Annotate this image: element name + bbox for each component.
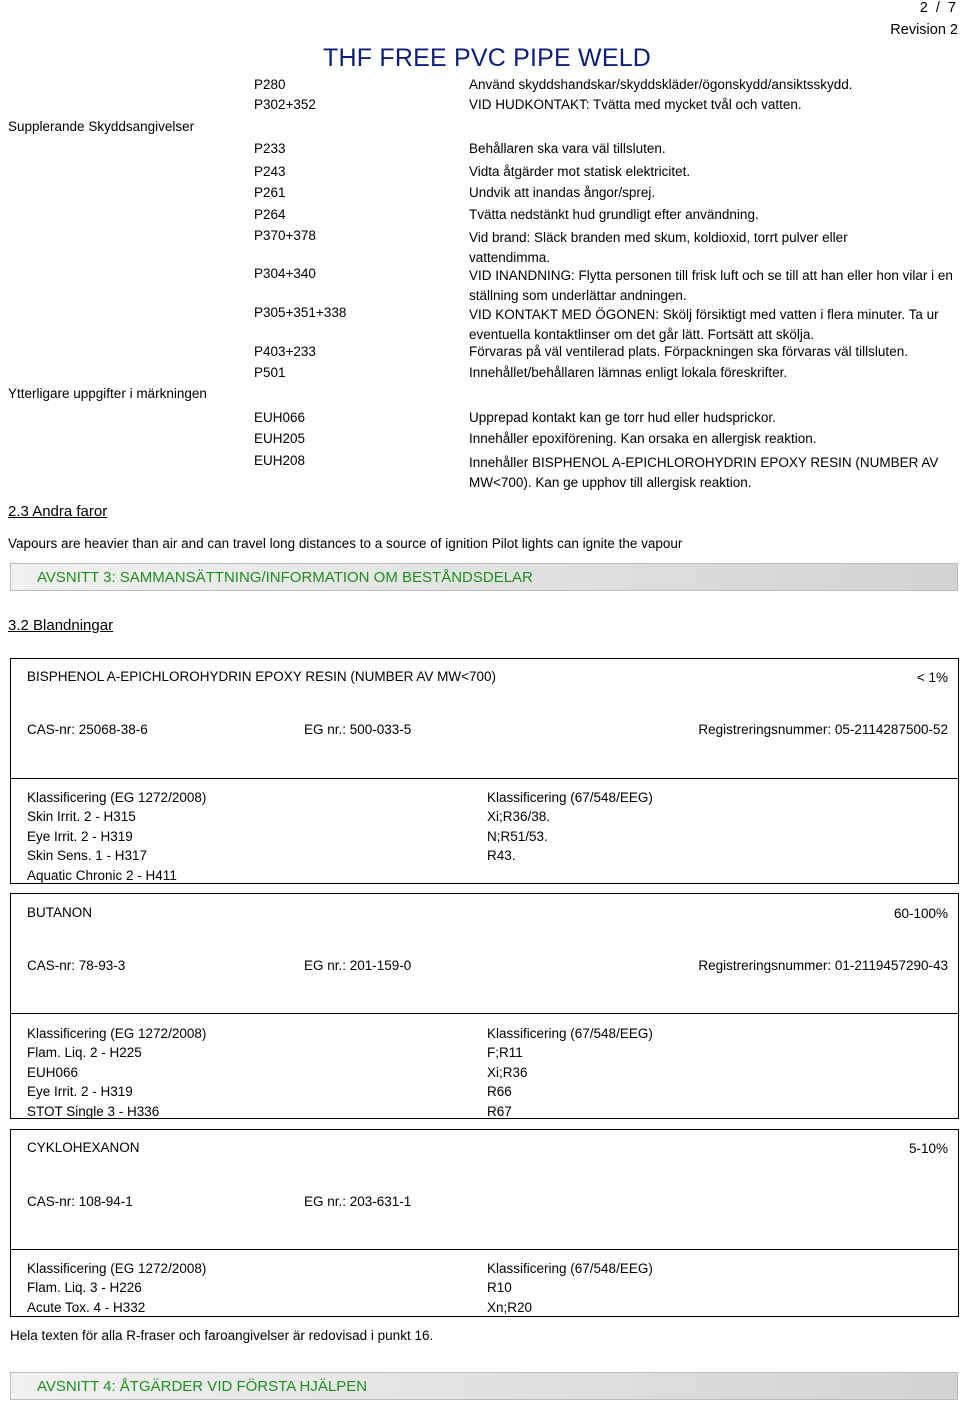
clp-label: Klassificering (EG 1272/2008) <box>27 1261 207 1276</box>
statement-code: P370+378 <box>254 228 316 243</box>
substance-id-box <box>10 1129 959 1250</box>
dsd-classification <box>487 1024 653 1121</box>
substance-id-box <box>10 893 959 1014</box>
statement-code: EUH208 <box>254 453 306 468</box>
statement-code: P264 <box>254 207 286 222</box>
statement-text: Behållaren ska vara väl tillsluten. <box>469 141 666 156</box>
page-separator: / <box>935 0 940 16</box>
ec-number: EG nr.: 500-033-5 <box>304 722 412 737</box>
page-total: 7 <box>947 0 956 16</box>
clp-entry: Aquatic Chronic 2 - H411 <box>27 867 177 883</box>
supplementary-statements-label: Supplerande Skyddsangivelser <box>8 119 195 134</box>
clp-entry: Skin Sens. 1 - H317 <box>27 848 148 864</box>
registration-number: Registreringsnummer: 05-2114287500-52 <box>698 722 948 737</box>
statement-code: P403+233 <box>254 344 316 359</box>
statement-code: P261 <box>254 185 286 200</box>
clp-entry: Flam. Liq. 2 - H225 <box>27 1045 142 1061</box>
dsd-entry: R43. <box>487 848 516 864</box>
statement-code: EUH066 <box>254 410 306 425</box>
dsd-entry: R67 <box>487 1103 512 1119</box>
page-number <box>920 0 956 16</box>
statement-code: P243 <box>254 164 286 179</box>
statement-text: VID KONTAKT MED ÖGONEN: Skölj försiktigt med vatten i flera minuter. Ta ur eventuella kontaktlinser om det går lätt. Fortsätt att skölja. <box>469 307 939 342</box>
substance-name: CYKLOHEXANON <box>27 1140 140 1155</box>
dsd-entry: Xi;R36/38. <box>487 809 551 825</box>
ec-number: EG nr.: 203-631-1 <box>304 1194 412 1209</box>
statement-code: P305+351+338 <box>254 305 347 320</box>
clp-entry: STOT Single 3 - H336 <box>27 1103 160 1119</box>
statement-text: Innehållet/behållaren lämnas enligt lokala föreskrifter. <box>469 365 788 380</box>
other-hazards-text: Vapours are heavier than air and can travel long distances to a source of ignition Pilot lights can ignite the vapour <box>8 536 683 551</box>
statement-text: Innehåller epoxiförening. Kan orsaka en allergisk reaktion. <box>469 431 817 446</box>
statement-text: VID HUDKONTAKT: Tvätta med mycket tvål och vatten. <box>469 97 802 112</box>
further-label-info: Ytterligare uppgifter i märkningen <box>8 386 207 401</box>
statement-text: Tvätta nedstänkt hud grundligt efter användning. <box>469 207 759 222</box>
clp-entry: Eye Irrit. 2 - H319 <box>27 828 133 844</box>
dsd-label: Klassificering (67/548/EEG) <box>487 790 653 805</box>
section-3-heading: AVSNITT 3: SAMMANSÄTTNING/INFORMATION OM BESTÅNDSDELAR <box>37 569 533 586</box>
cas-number: CAS-nr: 108-94-1 <box>27 1194 133 1209</box>
section-4-heading-band <box>10 1372 958 1400</box>
clp-entry: Flam. Liq. 3 - H226 <box>27 1280 142 1296</box>
statement-text: Upprepad kontakt kan ge torr hud eller hudsprickor. <box>469 410 776 425</box>
cas-number: CAS-nr: 78-93-3 <box>27 958 126 973</box>
dsd-entry: Xi;R36 <box>487 1064 528 1080</box>
statement-text: Vid brand: Släck branden med skum, koldioxid, torrt pulver eller vattendimma. <box>469 230 848 265</box>
statement-text: Förvaras på väl ventilerad plats. Förpackningen ska förvaras väl tillsluten. <box>469 344 908 359</box>
other-hazards-heading: 2.3 Andra faror <box>8 503 108 520</box>
substance-id-box <box>10 658 959 779</box>
substance-name: BISPHENOL A-EPICHLOROHYDRIN EPOXY RESIN (NUMBER AV MW<700) <box>27 669 496 684</box>
clp-label: Klassificering (EG 1272/2008) <box>27 1026 207 1041</box>
statement-text: Innehåller BISPHENOL A-EPICHLOROHYDRIN EPOXY RESIN (NUMBER AV MW<700). Kan ge upphov till allergisk reaktion. <box>469 455 939 490</box>
registration-number: Registreringsnummer: 01-2119457290-43 <box>698 958 948 973</box>
statement-code: P302+352 <box>254 97 316 112</box>
section-4-heading: AVSNITT 4: ÅTGÄRDER VID FÖRSTA HJÄLPEN <box>37 1378 368 1395</box>
dsd-classification <box>487 788 653 866</box>
clp-entry: Eye Irrit. 2 - H319 <box>27 1084 133 1100</box>
document-title: THF FREE PVC PIPE WELD <box>323 44 652 72</box>
clp-classification <box>27 1259 206 1317</box>
clp-entry: Skin Irrit. 2 - H315 <box>27 809 136 825</box>
dsd-entry: F;R11 <box>487 1045 523 1061</box>
dsd-label: Klassificering (67/548/EEG) <box>487 1026 653 1041</box>
section-3-heading-band <box>10 563 958 591</box>
classification-box <box>10 778 959 884</box>
substance-name: BUTANON <box>27 905 93 920</box>
statement-code: P501 <box>254 365 286 380</box>
statement-text: Undvik att inandas ångor/sprej. <box>469 185 656 200</box>
mixtures-heading: 3.2 Blandningar <box>8 617 114 634</box>
classification-box <box>10 1013 959 1119</box>
clp-classification <box>27 788 206 885</box>
statement-code: EUH205 <box>254 431 306 446</box>
substance-concentration: 5-10% <box>908 1141 948 1156</box>
statement-text: Använd skyddshandskar/skyddskläder/ögonskydd/ansiktsskydd. <box>469 77 853 92</box>
dsd-entry: R10 <box>487 1280 512 1296</box>
substance-concentration: 60-100% <box>893 906 948 921</box>
dsd-classification <box>487 1259 653 1317</box>
clp-entry: Acute Tox. 4 - H332 <box>27 1299 146 1315</box>
classification-box <box>10 1249 959 1317</box>
clp-classification <box>27 1024 206 1121</box>
dsd-label: Klassificering (67/548/EEG) <box>487 1261 653 1276</box>
statement-text: Vidta åtgärder mot statisk elektricitet. <box>469 164 691 179</box>
dsd-entry: Xn;R20 <box>487 1299 533 1315</box>
dsd-entry: R66 <box>487 1084 512 1100</box>
page-current: 2 <box>919 0 928 16</box>
clp-label: Klassificering (EG 1272/2008) <box>27 790 207 805</box>
statement-text: VID INANDNING: Flytta personen till frisk luft och se till att han eller hon vilar i en ställning som underlättar andningen. <box>469 268 953 303</box>
cas-number: CAS-nr: 25068-38-6 <box>27 722 148 737</box>
statement-code: P304+340 <box>254 266 316 281</box>
dsd-entry: N;R51/53. <box>487 828 548 844</box>
clp-entry: EUH066 <box>27 1064 79 1080</box>
revision-label: Revision 2 <box>890 22 958 38</box>
substance-concentration: < 1% <box>916 670 948 685</box>
ec-number: EG nr.: 201-159-0 <box>304 958 412 973</box>
statement-code: P280 <box>254 77 286 92</box>
statement-code: P233 <box>254 141 286 156</box>
full-text-footnote: Hela texten för alla R-fraser och faroangivelser är redovisad i punkt 16. <box>10 1328 434 1343</box>
